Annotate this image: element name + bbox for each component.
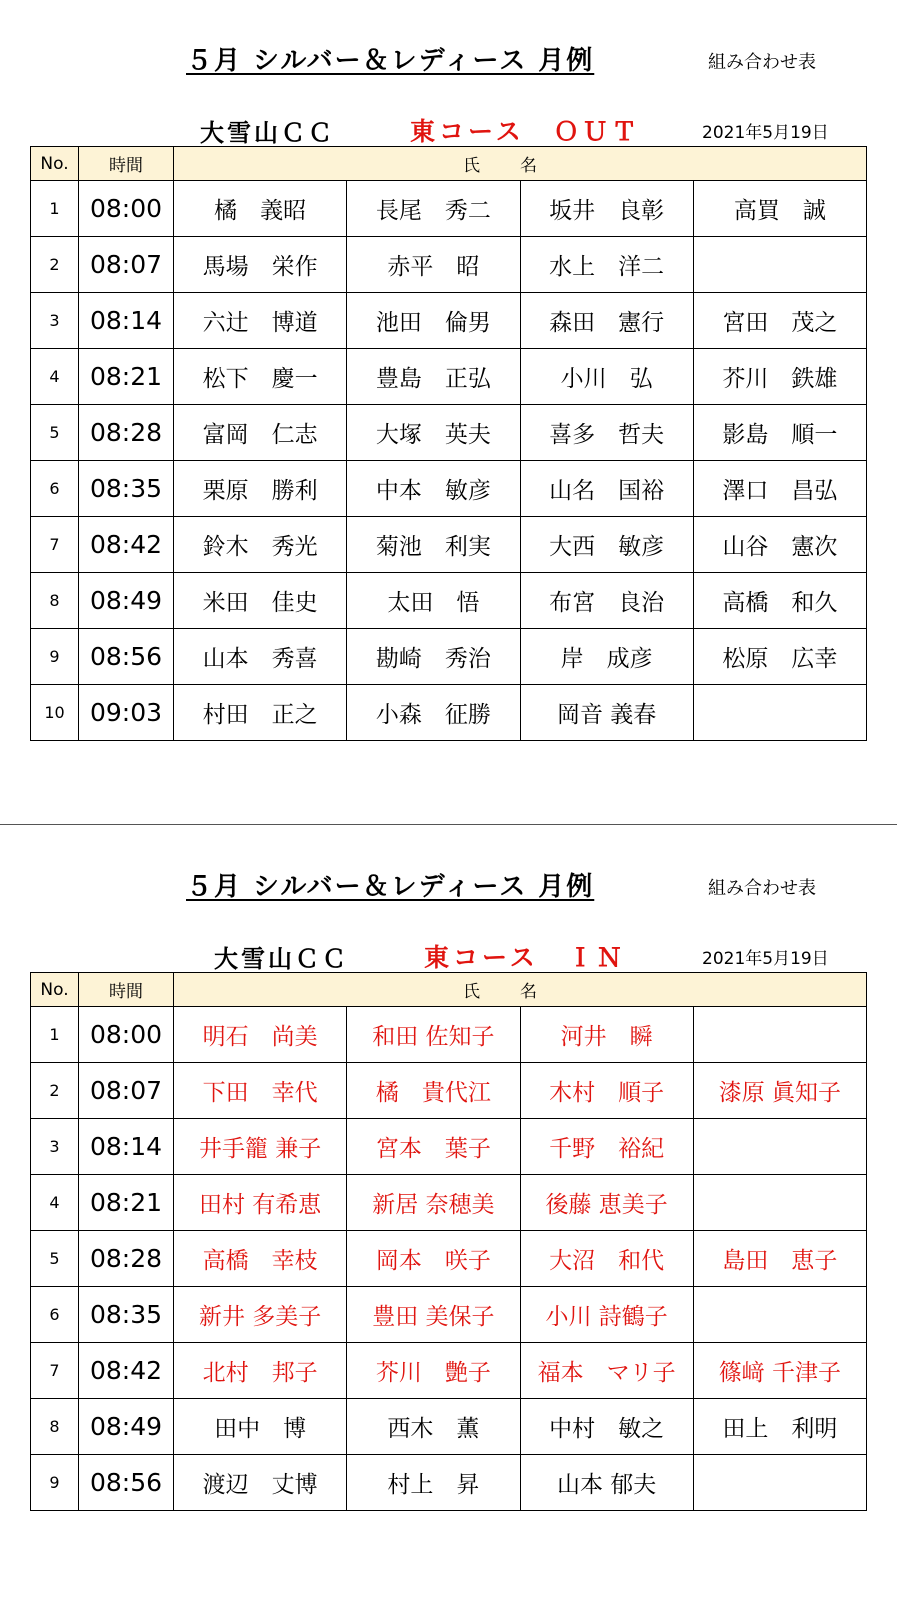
player-name: 豊島 正弘 (347, 349, 520, 405)
group-number: 5 (31, 1231, 79, 1287)
group-number: 3 (31, 293, 79, 349)
page-divider (0, 824, 897, 825)
table-row (31, 629, 867, 685)
player-name: 明石 尚美 (174, 1007, 347, 1063)
table-row (31, 1399, 867, 1455)
table-body (31, 1007, 867, 1511)
player-name: 菊池 利実 (347, 517, 520, 573)
table-body (31, 181, 867, 741)
player-name: 宮田 茂之 (693, 293, 866, 349)
group-number: 6 (31, 461, 79, 517)
table-row (31, 405, 867, 461)
player-name: 橘 義昭 (174, 181, 347, 237)
player-name: 富岡 仁志 (174, 405, 347, 461)
header-no: No. (31, 973, 79, 1007)
player-name: 田村 有希恵 (174, 1175, 347, 1231)
group-number: 1 (31, 1007, 79, 1063)
player-name: 後藤 恵美子 (520, 1175, 693, 1231)
tee-time: 09:03 (79, 685, 174, 741)
player-name: 篠﨑 千津子 (693, 1343, 866, 1399)
header-time: 時間 (79, 147, 174, 181)
table-row (31, 1455, 867, 1511)
pairings-table (30, 972, 867, 1511)
player-name: 村上 昇 (347, 1455, 520, 1511)
player-name: 河井 瞬 (520, 1007, 693, 1063)
course-name: 東コース ＯＵＴ (410, 117, 641, 146)
player-name: 和田 佐知子 (347, 1007, 520, 1063)
event-subtitle: 組み合わせ表 (708, 52, 816, 73)
player-name: 木村 順子 (520, 1063, 693, 1119)
player-name: 村田 正之 (174, 685, 347, 741)
player-name: 馬場 栄作 (174, 237, 347, 293)
tee-time: 08:00 (79, 181, 174, 237)
player-name: 松原 広幸 (693, 629, 866, 685)
club-name: 大雪山ＣＣ (214, 945, 349, 973)
player-name: 新居 奈穂美 (347, 1175, 520, 1231)
group-number: 2 (31, 237, 79, 293)
player-name: 米田 佳史 (174, 573, 347, 629)
tee-time: 08:42 (79, 1343, 174, 1399)
player-name (693, 1119, 866, 1175)
player-name: 小森 征勝 (347, 685, 520, 741)
table-row (31, 1231, 867, 1287)
player-name: 坂井 良彰 (520, 181, 693, 237)
player-name: 森田 憲行 (520, 293, 693, 349)
player-name (693, 1455, 866, 1511)
event-date: 2021年5月19日 (702, 949, 829, 969)
player-name: 北村 邦子 (174, 1343, 347, 1399)
player-name: 栗原 勝利 (174, 461, 347, 517)
player-name: 澤口 昌弘 (693, 461, 866, 517)
player-name: 大沼 和代 (520, 1231, 693, 1287)
tee-time: 08:07 (79, 1063, 174, 1119)
group-number: 8 (31, 1399, 79, 1455)
player-name: 太田 悟 (347, 573, 520, 629)
title-row (0, 38, 897, 78)
player-name: 岡本 咲子 (347, 1231, 520, 1287)
event-subtitle: 組み合わせ表 (708, 878, 816, 899)
table-row (31, 1063, 867, 1119)
player-name: 布宮 良治 (520, 573, 693, 629)
table-row (31, 1007, 867, 1063)
table-row (31, 181, 867, 237)
group-number: 10 (31, 685, 79, 741)
player-name: 漆原 眞知子 (693, 1063, 866, 1119)
tee-time: 08:21 (79, 349, 174, 405)
player-name: 影島 順一 (693, 405, 866, 461)
player-name: 赤平 昭 (347, 237, 520, 293)
player-name: 井手籠 兼子 (174, 1119, 347, 1175)
club-name: 大雪山ＣＣ (200, 119, 335, 147)
table-row (31, 293, 867, 349)
group-number: 1 (31, 181, 79, 237)
table-row (31, 573, 867, 629)
course-row (0, 938, 897, 972)
player-name: 中本 敏彦 (347, 461, 520, 517)
player-name: 六辻 博道 (174, 293, 347, 349)
player-name: 千野 裕紀 (520, 1119, 693, 1175)
player-name: 田上 利明 (693, 1399, 866, 1455)
player-name: 山本 郁夫 (520, 1455, 693, 1511)
player-name: 新井 多美子 (174, 1287, 347, 1343)
group-number: 3 (31, 1119, 79, 1175)
tee-time: 08:56 (79, 629, 174, 685)
player-name (693, 237, 866, 293)
tee-time: 08:07 (79, 237, 174, 293)
player-name: 山名 国裕 (520, 461, 693, 517)
course-name: 東コース ＩＮ (424, 943, 626, 972)
tee-time: 08:28 (79, 1231, 174, 1287)
player-name: 豊田 美保子 (347, 1287, 520, 1343)
player-name: 西木 薫 (347, 1399, 520, 1455)
player-name (693, 1007, 866, 1063)
table-row (31, 517, 867, 573)
header-row (31, 147, 867, 181)
player-name: 岸 成彦 (520, 629, 693, 685)
player-name: 山谷 憲次 (693, 517, 866, 573)
player-name: 池田 倫男 (347, 293, 520, 349)
header-time: 時間 (79, 973, 174, 1007)
player-name: 高橋 幸枝 (174, 1231, 347, 1287)
player-name: 小川 詩鶴子 (520, 1287, 693, 1343)
player-name: 大塚 英夫 (347, 405, 520, 461)
player-name (693, 685, 866, 741)
group-number: 9 (31, 1455, 79, 1511)
event-title: ５月 シルバー＆レディース 月例 (186, 46, 595, 76)
event-title: ５月 シルバー＆レディース 月例 (186, 872, 595, 902)
table-row (31, 461, 867, 517)
group-number: 5 (31, 405, 79, 461)
player-name: 橘 貴代江 (347, 1063, 520, 1119)
event-date: 2021年5月19日 (702, 123, 829, 143)
player-name: 高橋 和久 (693, 573, 866, 629)
table-row (31, 685, 867, 741)
group-number: 2 (31, 1063, 79, 1119)
group-number: 7 (31, 517, 79, 573)
tee-time: 08:49 (79, 1399, 174, 1455)
group-number: 7 (31, 1343, 79, 1399)
group-number: 6 (31, 1287, 79, 1343)
table-row (31, 1119, 867, 1175)
player-name: 渡辺 丈博 (174, 1455, 347, 1511)
header-row (31, 973, 867, 1007)
tee-time: 08:56 (79, 1455, 174, 1511)
tee-time: 08:35 (79, 461, 174, 517)
tee-time: 08:35 (79, 1287, 174, 1343)
table-row (31, 237, 867, 293)
player-name: 山本 秀喜 (174, 629, 347, 685)
tee-time: 08:00 (79, 1007, 174, 1063)
tee-time: 08:21 (79, 1175, 174, 1231)
group-number: 4 (31, 1175, 79, 1231)
header-name: 氏名 (174, 147, 867, 181)
player-name: 長尾 秀二 (347, 181, 520, 237)
table-row (31, 349, 867, 405)
table-row (31, 1287, 867, 1343)
player-name: 島田 恵子 (693, 1231, 866, 1287)
player-name: 宮本 葉子 (347, 1119, 520, 1175)
pairings-table (30, 146, 867, 741)
player-name: 大西 敏彦 (520, 517, 693, 573)
tee-time: 08:49 (79, 573, 174, 629)
tee-time: 08:42 (79, 517, 174, 573)
player-name: 田中 博 (174, 1399, 347, 1455)
group-number: 8 (31, 573, 79, 629)
tee-time: 08:14 (79, 293, 174, 349)
player-name: 高買 誠 (693, 181, 866, 237)
player-name: 鈴木 秀光 (174, 517, 347, 573)
player-name (693, 1287, 866, 1343)
group-number: 4 (31, 349, 79, 405)
course-row (0, 112, 897, 146)
player-name: 水上 洋二 (520, 237, 693, 293)
player-name: 松下 慶一 (174, 349, 347, 405)
player-name: 喜多 哲夫 (520, 405, 693, 461)
title-row (0, 864, 897, 904)
player-name (693, 1175, 866, 1231)
table-row (31, 1175, 867, 1231)
player-name: 福本 マリ子 (520, 1343, 693, 1399)
group-number: 9 (31, 629, 79, 685)
tee-time: 08:14 (79, 1119, 174, 1175)
header-name: 氏名 (174, 973, 867, 1007)
tee-time: 08:28 (79, 405, 174, 461)
player-name: 小川 弘 (520, 349, 693, 405)
player-name: 下田 幸代 (174, 1063, 347, 1119)
player-name: 岡音 義春 (520, 685, 693, 741)
player-name: 芥川 艶子 (347, 1343, 520, 1399)
table-row (31, 1343, 867, 1399)
header-no: No. (31, 147, 79, 181)
player-name: 勘崎 秀治 (347, 629, 520, 685)
player-name: 中村 敏之 (520, 1399, 693, 1455)
player-name: 芥川 鉄雄 (693, 349, 866, 405)
